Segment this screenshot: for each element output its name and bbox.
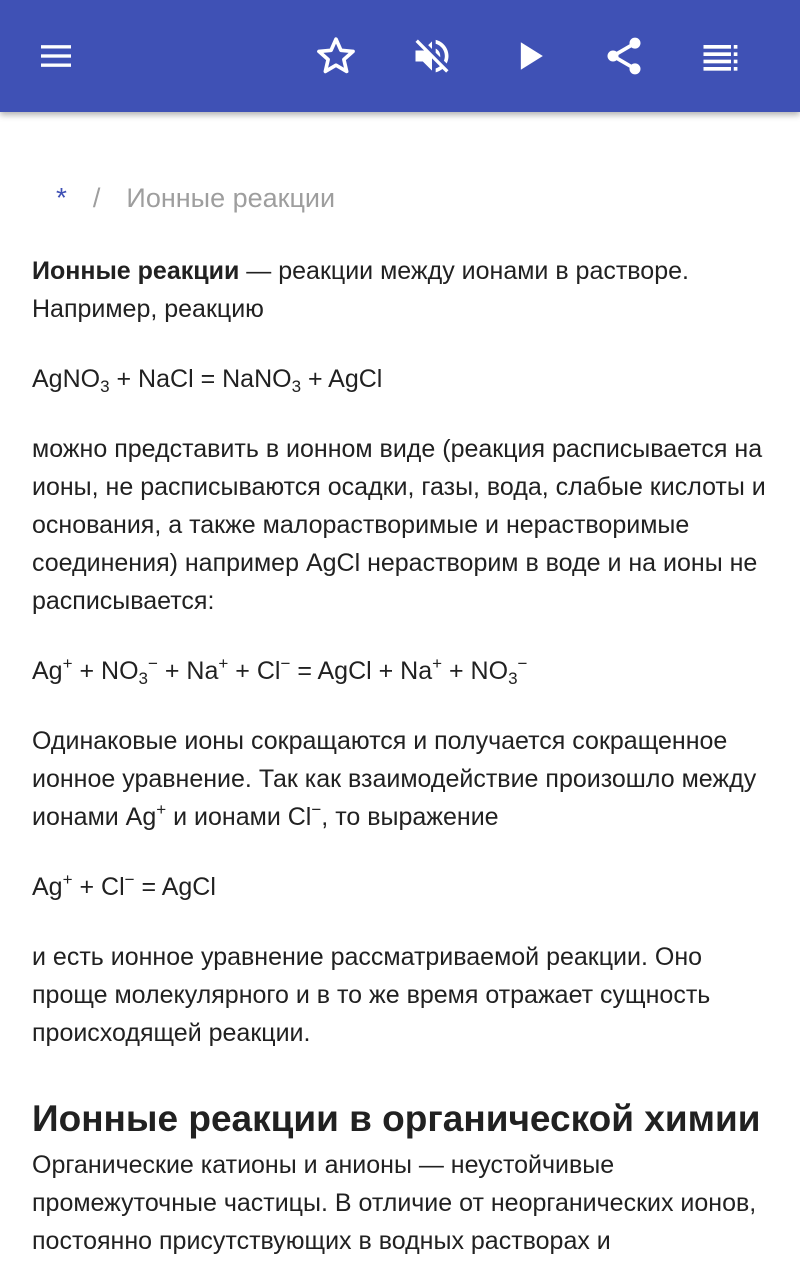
formula-superscript: + (218, 654, 229, 673)
formula-superscript: + (62, 870, 73, 889)
formula-text: Ag (32, 657, 63, 685)
paragraph-text: и ионами Cl (166, 803, 312, 831)
share-icon (602, 34, 646, 78)
formula-text: + NO (72, 657, 139, 685)
formula-text: + Cl (72, 873, 125, 901)
formula-text: = AgCl + Na (290, 657, 433, 685)
formula-superscript: − (280, 654, 291, 673)
formula-text: + Cl (228, 657, 281, 685)
play-button[interactable] (498, 24, 562, 88)
star-icon (314, 34, 358, 78)
formula-subscript: 3 (138, 669, 148, 688)
formula-subscript: 3 (508, 669, 518, 688)
ionic-form-paragraph: можно представить в ионном виде (реакция расписывается на ионы, не расписываются осадки, газы, вода, слабые кислоты и основания, а также малорастворимые и нерастворимые соединения) например AgCl нерастворим в воде и на ионы не расписывается: (32, 435, 766, 615)
article-content (32, 112, 772, 1260)
formula-superscript: − (311, 800, 322, 819)
menu-button[interactable] (24, 24, 88, 88)
organic-paragraph: Органические катионы и анионы — неустойчивые промежуточные частицы. В отличие от неорганических ионов, постоянно присутствующих в водных растворах и (32, 1151, 757, 1255)
breadcrumb (32, 178, 772, 218)
formula-text: Ag (32, 873, 63, 901)
share-button[interactable] (592, 24, 656, 88)
section-heading: Ионные реакции в органической химии (32, 1098, 761, 1139)
formula-superscript: − (124, 870, 135, 889)
breadcrumb-home-link[interactable]: * (56, 182, 67, 213)
app-toolbar (0, 0, 800, 112)
formula-superscript: + (432, 654, 443, 673)
intro-text: — реакции между ионами в растворе. Например, реакцию (32, 257, 689, 323)
breadcrumb-current: Ионные реакции (126, 183, 336, 213)
formula-subscript: 3 (291, 377, 302, 396)
formula-superscript: + (62, 654, 73, 673)
volume-off-icon (410, 34, 454, 78)
paragraph-text: Одинаковые ионы сокращаются и получается сокращенное ионное уравнение. Так как взаимодействие произошло между ионами Ag (32, 727, 757, 831)
formula-superscript: + (156, 800, 167, 819)
formula-text: AgNO (32, 365, 101, 393)
breadcrumb-separator: / (92, 183, 101, 213)
mute-button[interactable] (400, 24, 464, 88)
reduction-paragraph (32, 722, 772, 836)
formula-text: + Na (157, 657, 219, 685)
conclusion-paragraph: и есть ионное уравнение рассматриваемой реакции. Оно проще молекулярного и в то же время отражает сущность происходящей реакции. (32, 943, 711, 1047)
formula-text: + AgCl (301, 365, 383, 393)
intro-paragraph (32, 252, 772, 328)
formula-superscript: − (517, 654, 528, 673)
formula-molecular (32, 360, 772, 398)
formula-text: = AgCl (134, 873, 216, 901)
favorite-button[interactable] (304, 24, 368, 88)
contents-button[interactable] (688, 24, 752, 88)
formula-full-ionic (32, 652, 772, 690)
formula-short-ionic (32, 868, 772, 906)
menu-icon (36, 36, 76, 76)
play-icon (508, 34, 552, 78)
formula-superscript: − (148, 654, 158, 673)
formula-subscript: 3 (100, 377, 110, 396)
list-icon (698, 34, 742, 78)
paragraph-text: , то выражение (321, 803, 499, 831)
intro-term: Ионные реакции (32, 257, 240, 285)
formula-text: + NaCl = NaNO (109, 365, 292, 393)
formula-text: + NO (442, 657, 509, 685)
